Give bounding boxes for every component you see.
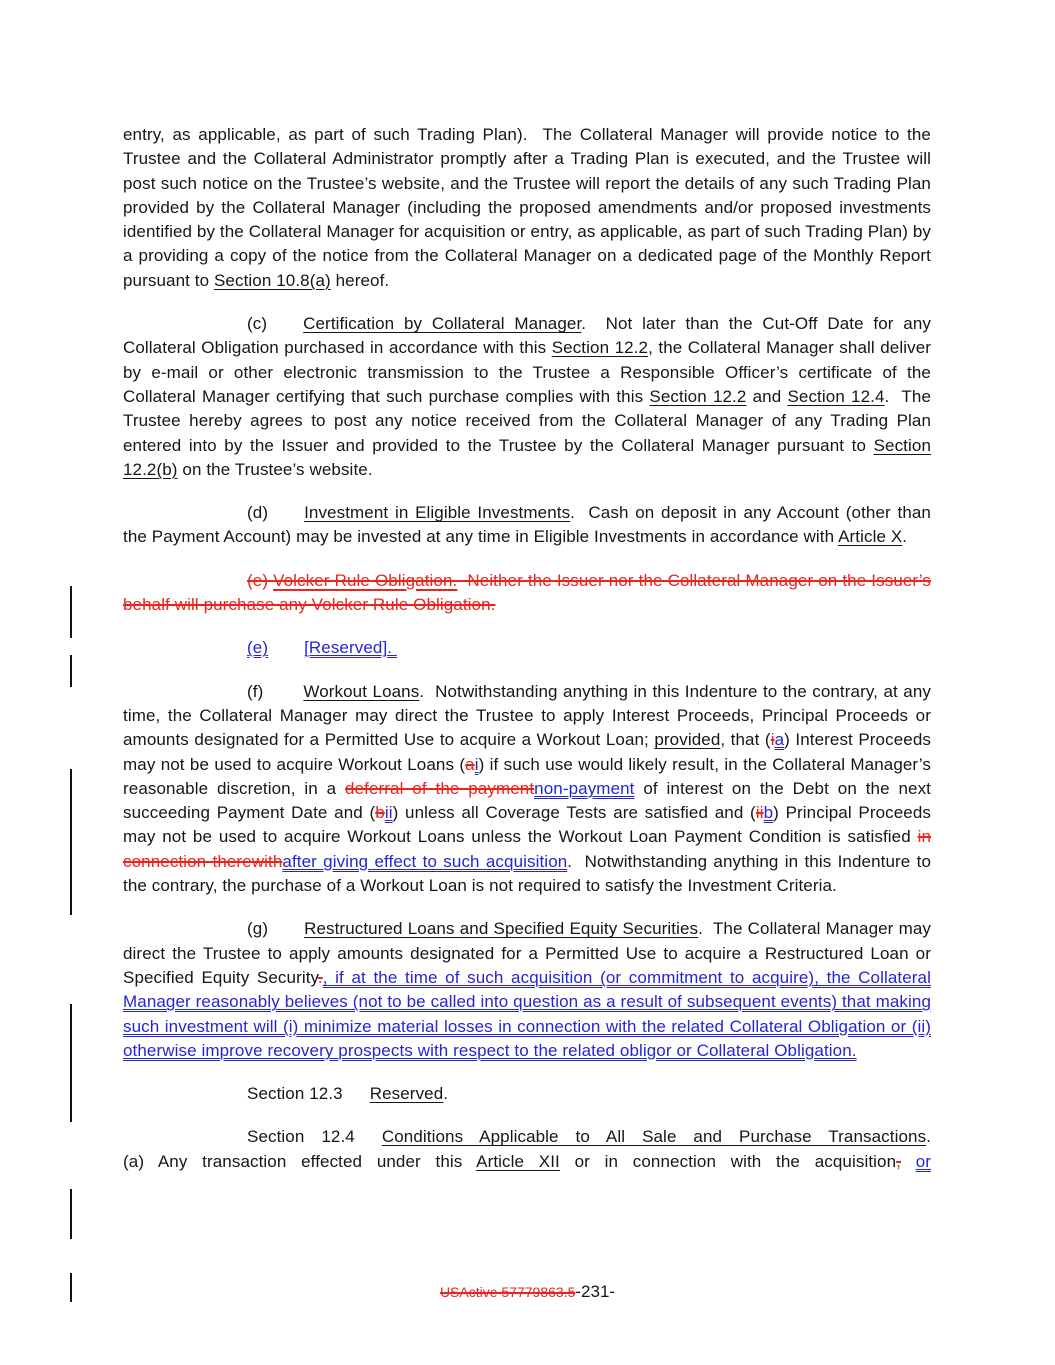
text-run: Article XII: [476, 1151, 560, 1171]
text-run: of interest on the Debt on the next succeeding Payment Date and (: [123, 778, 932, 823]
text-run: . Not later than the Cut-Off Date for any Collateral Obligation purchased in accordance with this: [123, 314, 931, 358]
text-run: on the Trustee’s website.: [177, 459, 373, 479]
footer-page-number: -231-: [575, 1282, 616, 1301]
text-run: b: [763, 803, 774, 823]
text-run: after giving effect to such acquisition: [282, 851, 568, 871]
text-run: (g): [247, 919, 269, 939]
paragraph-trading-plan-continuation: [123, 123, 931, 293]
text-run: in connection therewith: [123, 827, 931, 871]
text-run: . Notwithstanding anything in this Indenture to the contrary, the purchase of a Workout Loan is not required to satisfy the Investment Criteria.: [123, 851, 931, 896]
paragraph-section-12-4-conditions: [123, 1125, 931, 1174]
change-bar: [70, 586, 72, 638]
document-body: [123, 123, 931, 1193]
text-run: ii: [384, 803, 393, 823]
text-run: (c): [247, 314, 268, 334]
paragraph-d-investment-in-eligible-investments: [123, 501, 931, 550]
text-run: . The Trustee hereby agrees to post any notice received from the Collateral Manager of any Trading Plan entered into by the Issuer and provided to the Trustee by the Collateral Manager pursuant to: [123, 386, 932, 455]
text-run: .: [443, 1084, 449, 1104]
text-run: ) if such use would likely result, in the Collateral Manager’s reasonable discretion, in a: [123, 754, 931, 798]
text-run: ) Interest Proceeds may not be used to acquire Workout Loans (: [123, 730, 931, 774]
text-run: , that (: [720, 730, 771, 750]
text-run: or: [915, 1151, 932, 1171]
text-run: (a) Any transaction effected under this: [123, 1151, 477, 1171]
text-run: ) unless all Coverage Tests are satisfied and (: [392, 803, 756, 823]
text-run: a: [774, 730, 785, 750]
paragraph-f-workout-loans: [123, 680, 931, 899]
change-bar: [70, 655, 72, 687]
text-run: Section 12.2(b): [123, 435, 931, 479]
text-run: Neither the Issuer nor the Collateral Manager on the Issuer’s behalf will purchase any Volcker Rule Obligation.: [123, 570, 931, 615]
text-run: , if at the time of such acquisition (or commitment to acquire), the Collateral Manager reasonably believes (not to be called into question as a result of subsequent events) that making such investment will (i) minimize material losses in connection with the related Collateral Obligation or (ii) otherwise improve recovery prospects with respect to the related obligor or Collateral Obligation.: [123, 967, 931, 1060]
text-run: Section 12.2: [649, 386, 747, 406]
text-run: .: [317, 967, 323, 987]
text-run: i: [770, 730, 775, 750]
text-run: .: [926, 1127, 932, 1147]
text-run: Section 12.4: [787, 386, 885, 406]
text-run: Section 12.4: [247, 1127, 355, 1147]
text-run: . Notwithstanding anything in this Indenture to the contrary, at any time, the Collateral Manager may direct the Trustee to apply Interest Proceeds, Principal Proceeds or amounts designated for a Permitted Use to acquire a Workout Loan;: [123, 681, 932, 750]
text-run: Section 10.8(a): [213, 270, 331, 290]
paragraph-section-12-3-reserved: [123, 1082, 931, 1106]
text-run: (e): [247, 570, 274, 590]
text-run: (f): [247, 681, 264, 701]
text-run: .: [902, 527, 908, 547]
text-run: b: [375, 803, 385, 823]
text-run: Conditions Applicable to All Sale and Purchase Transactions: [381, 1127, 927, 1147]
text-run: . The Collateral Manager may direct the Trustee to apply amounts designated for a Permitted Use to acquire a Restructured Loan or Specified Equity Security: [123, 919, 931, 987]
text-run: or in connection with the acquisition: [559, 1151, 897, 1171]
paragraph-g-restructured-loans-and-specified-equity-securities: [123, 917, 931, 1063]
text-run: [901, 1152, 916, 1171]
text-run: i: [474, 754, 479, 774]
text-run: Volcker Rule Obligation.: [273, 570, 458, 590]
footer-file-reference: USActive 57779863.5: [439, 1284, 576, 1300]
text-run: Certification by Collateral Manager: [303, 314, 582, 334]
change-bar: [70, 1189, 72, 1239]
text-run: ,: [896, 1151, 901, 1171]
paragraph-e-reserved-inserted: [123, 636, 931, 660]
text-run: a: [465, 754, 475, 774]
text-run: provided: [654, 730, 721, 750]
text-run: non-payment: [534, 778, 635, 798]
text-run: . Cash on deposit in any Account (other than the Payment Account) may be invested at any time in Eligible Investments in accordance with: [123, 503, 931, 547]
text-run: Workout Loans: [303, 681, 420, 701]
text-run: Restructured Loans and Specified Equity Securities: [304, 919, 699, 939]
paragraph-c-certification-by-collateral-manager: [123, 312, 931, 482]
text-run: (d): [247, 503, 269, 523]
text-run: , the Collateral Manager shall deliver by e-mail or other electronic transmission to the Trustee a Responsible Officer’s certificate of the Collateral Manager certifying that such purchase complies with this: [123, 338, 932, 406]
page-footer: [0, 1282, 1055, 1302]
text-run: entry, as applicable, as part of such Trading Plan). The Collateral Manager will provide notice to the Trustee and the Collateral Administrator promptly after a Trading Plan is executed, and the Trustee will post such notice on the Trustee’s website, and the Trustee will report the details of any such Trading Plan provided by the Collateral Manager (including the proposed amendments and/or proposed investments identified by the Collateral Manager for acquisition or entry, as applicable, as part of such Trading Plan) by a providing a copy of the notice from the Collateral Manager on a dedicated page of the Monthly Report pursuant to: [123, 125, 931, 290]
text-run: Investment in Eligible Investments: [304, 503, 571, 523]
change-bar: [70, 769, 72, 915]
text-run: Section 12.2: [551, 338, 649, 358]
text-run: ii: [755, 803, 764, 823]
text-run: Reserved: [369, 1084, 444, 1104]
text-run: and: [746, 386, 788, 406]
change-bar: [70, 1004, 72, 1122]
text-run: (e): [247, 638, 269, 658]
text-run: ) Principal Proceeds may not be used to acquire Workout Loans unless the Workout Loan Payment Condition is satisfied: [123, 803, 931, 847]
text-run: hereof.: [330, 270, 390, 290]
text-run: Article X: [838, 527, 903, 547]
text-run: [Reserved].: [304, 638, 397, 658]
text-run: deferral of the payment: [345, 778, 535, 798]
text-run: Section 12.3: [247, 1084, 343, 1104]
paragraph-e-volcker-rule-obligation-deleted: [123, 569, 931, 618]
